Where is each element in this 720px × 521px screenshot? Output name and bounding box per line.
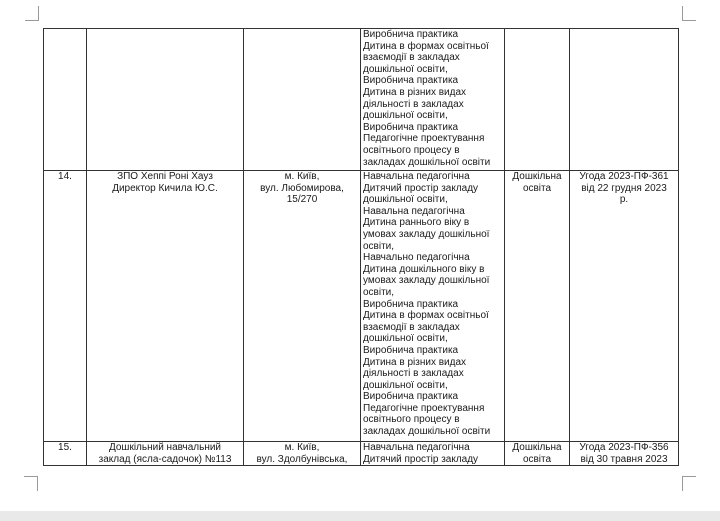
table-row: [44, 171, 679, 442]
cell-text-line: Дитина в формах освітньої: [363, 310, 489, 322]
cell-address: [244, 442, 361, 466]
cell-practice: [361, 442, 505, 466]
cell-practice: [361, 29, 505, 171]
cell-text-line: вул. Здолбунівська,: [256, 453, 348, 465]
cell-text-line: Дитина дошкільного віку в: [363, 263, 485, 275]
cell-text-line: закладах дошкільної освіти: [363, 426, 491, 438]
corner-mark-bottom-right: [682, 476, 696, 491]
cell-text-line: Педагогічне проектування: [363, 133, 485, 145]
cell-text-line: Виробнича практика: [363, 75, 459, 87]
cell-text-line: Дитина в різних видах: [363, 356, 467, 368]
cell-text-line: закладах дошкільної освіти: [363, 156, 491, 168]
cell-text-line: Директор Кичила Ю.С.: [112, 182, 218, 194]
corner-mark-top-right: [682, 6, 696, 21]
cell-text-line: умовах закладу дошкільної: [363, 275, 490, 287]
cell-text-line: Дошкільна: [512, 171, 562, 182]
cell-text-line: дошкільної освіти,: [363, 194, 448, 206]
cell-text-line: Виробнича практика: [363, 121, 459, 133]
cell-text-line: освітнього процесу в: [363, 414, 460, 426]
cell-text-line: Навчальна педагогічна: [363, 442, 470, 453]
cell-number: 14.: [44, 171, 87, 442]
cell-text-line: Навчальна педагогічна: [363, 171, 470, 182]
cell-text-line: взаємодії в закладах: [363, 52, 460, 64]
cell-specialty: [505, 442, 570, 466]
table-row: [44, 442, 679, 466]
cell-text-line: Виробнича практика: [363, 344, 459, 356]
cell-practice: [361, 171, 505, 442]
cell-text-line: м. Київ,: [284, 442, 320, 453]
cell-text-line: Угода 2023-ПФ-361: [579, 171, 669, 182]
cell-text-line: Дитячий простір закладу: [363, 453, 479, 465]
cell-text-line: дошкільної освіти,: [363, 379, 448, 391]
cell-text-line: Дитина раннього віку в: [363, 217, 470, 229]
cell-agreement: [570, 442, 679, 466]
corner-mark-top-left: [25, 6, 39, 21]
cell-text-line: дошкільної освіти,: [363, 333, 448, 345]
cell-text-line: освіти,: [363, 240, 395, 252]
cell-text-line: заклад (ясла-садочок) №113: [98, 453, 232, 465]
cell-organization: [87, 29, 244, 171]
cell-agreement: [570, 171, 679, 442]
cell-text-line: Навальна педагогічна: [363, 205, 465, 217]
cell-text-line: Виробнича практика: [363, 29, 459, 40]
cell-text-line: умовах закладу дошкільної: [363, 228, 490, 240]
cell-specialty: [505, 29, 570, 171]
cell-text-line: діяльності в закладах: [363, 98, 464, 110]
cell-text-line: Навчально педагогічна: [363, 252, 470, 264]
cell-organization: [87, 171, 244, 442]
cell-text-line: Педагогічне проектування: [363, 402, 485, 414]
cell-text-line: дошкільної освіти,: [363, 110, 448, 122]
cell-text-line: освіти,: [363, 286, 395, 298]
cell-text-line: вул. Любомирова,: [260, 182, 344, 194]
cell-text-line: Виробнича практика: [363, 391, 459, 403]
cell-text-line: Дитячий простір закладу: [363, 182, 479, 194]
cell-specialty: [505, 171, 570, 442]
cell-text-line: Дошкільний навчальний: [108, 442, 222, 453]
cell-text-line: Виробнича практика: [363, 298, 459, 310]
cell-number: [44, 29, 87, 171]
cell-address: [244, 29, 361, 171]
cell-text-line: дошкільної освіти,: [363, 63, 448, 75]
cell-text-line: м. Київ,: [284, 171, 320, 182]
cell-text-line: Дошкільна: [512, 442, 562, 453]
cell-text-line: освіта: [522, 453, 552, 465]
table-row: [44, 29, 679, 171]
cell-number: 15.: [44, 442, 87, 466]
corner-mark-bottom-left: [24, 476, 38, 491]
cell-text-line: Дитина в формах освітньої: [363, 40, 489, 52]
cell-text-line: взаємодії в закладах: [363, 321, 460, 333]
cell-text-line: діяльності в закладах: [363, 368, 464, 380]
cell-agreement: [570, 29, 679, 171]
cell-text-line: Угода 2023-ПФ-356: [579, 442, 669, 453]
cell-text-line: від 30 травня 2023: [580, 453, 668, 465]
practice-bases-table: [43, 28, 679, 466]
cell-text-line: освіта: [522, 182, 552, 194]
cell-text-line: 15/270: [286, 194, 318, 206]
cell-organization: [87, 442, 244, 466]
cell-text-line: від 22 грудня 2023: [581, 182, 667, 194]
cell-address: [244, 171, 361, 442]
cell-text-line: Дитина в різних видах: [363, 86, 467, 98]
cell-text-line: ЗПО Хеппі Роні Хауз: [117, 171, 213, 182]
cell-text-line: р.: [619, 194, 629, 206]
cell-text-line: освітнього процесу в: [363, 144, 460, 156]
